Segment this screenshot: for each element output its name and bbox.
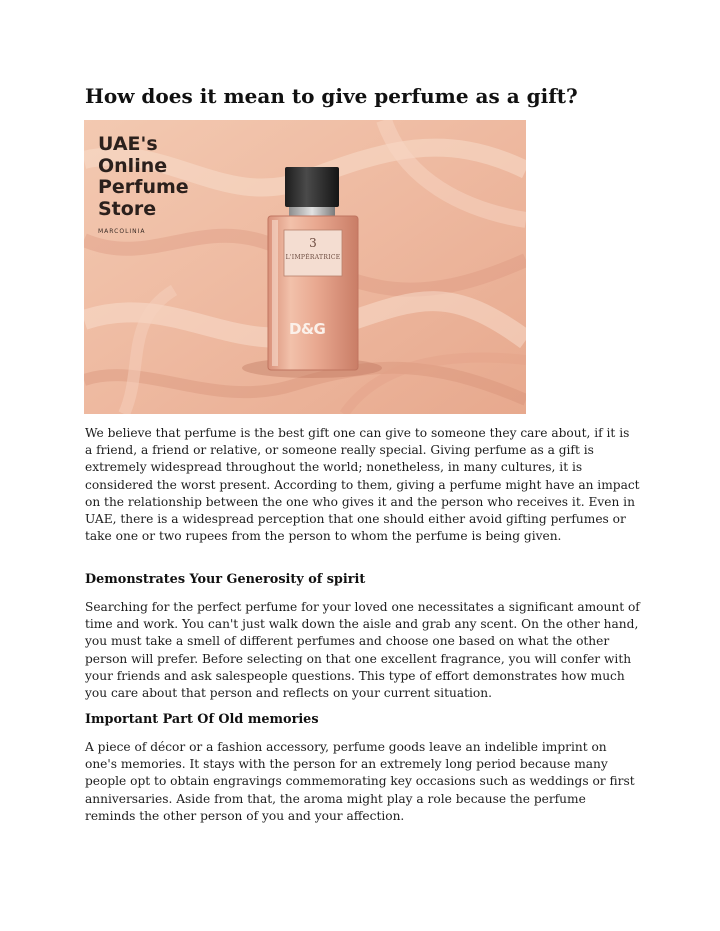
section-heading: Demonstrates Your Generosity of spirit: [85, 572, 366, 587]
section-heading: Important Part Of Old memories: [85, 712, 319, 727]
hero-title-line: UAE's: [98, 133, 158, 155]
hero-image: [84, 120, 526, 414]
intro-paragraph: We believe that perfume is the best gift one can give to someone they care about, if it is a friend, a friend or relative, or someone really special. Giving perfume as a gift is extremely widespread throughout the world; nonetheless, in many cultures, it is considered the worst present. According to them, giving a perfume might have an impact on the relationship between the one who gives it and the person who receives it. Even in UAE, there is a widespread perception that one should either avoid gifting perfumes or take one or two rupees from the person to whom the perfume is being given.: [85, 426, 640, 544]
hero-title-line: Perfume: [98, 176, 189, 198]
bottle-label-number: 3: [309, 236, 317, 250]
hero-title-line: Online: [98, 154, 168, 177]
bottle-label-name: L'IMPÉRATRICE: [285, 254, 341, 261]
bottle-label-text: [284, 232, 342, 276]
page-title: How does it mean to give perfume as a gift?: [85, 84, 578, 108]
section-paragraph: A piece of décor or a fashion accessory, perfume goods leave an indelible imprint on one's memories. It stays with the person for an extremely long period because many people opt to obtain engravings commemorating key occasions such as weddings or first anniversaries. Aside from that, the aroma might play a role because the perfume reminds the other person of you and your affection.: [85, 740, 635, 823]
hero-title: [98, 134, 228, 220]
bottle-cap: [285, 167, 339, 207]
section-paragraph: Searching for the perfect perfume for your loved one necessitates a significant amount of time and work. You can't just walk down the aisle and grab any scent. On the other hand, you must take a smell of different perfumes and choose one based on what the other person will prefer. Before selecting on that one excellent fragrance, you will confer with your friends and ask salespeople questions. This type of effort demonstrates how much you care about that person and reflects on your current situation.: [85, 600, 640, 701]
hero-title-line: Store: [98, 197, 157, 220]
bottle-collar: [289, 207, 335, 216]
hero-subtitle: MARCOLINIA: [98, 228, 146, 235]
bottle-brand-logo: D&G: [289, 320, 326, 338]
